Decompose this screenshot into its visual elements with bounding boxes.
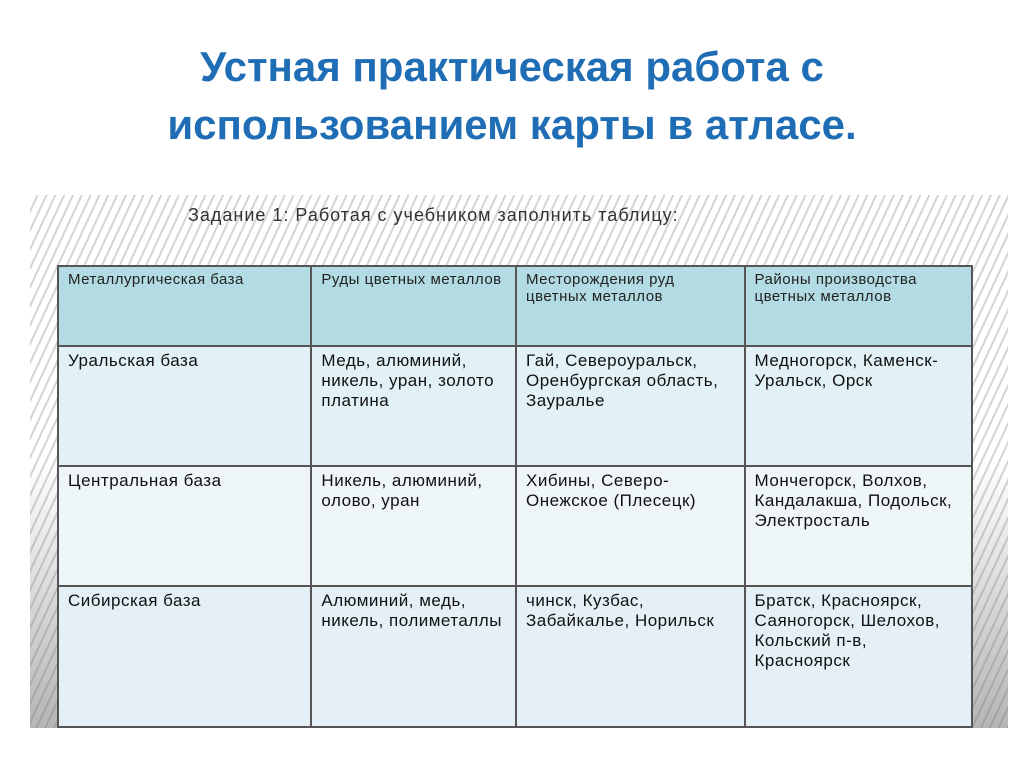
metallurgy-table <box>57 265 973 728</box>
header-base: Металлургическая база <box>58 266 311 346</box>
title-line-1: Устная практическая работа с <box>200 43 824 90</box>
header-deposits: Месторождения руд цветных металлов <box>516 266 745 346</box>
header-regions: Районы производства цветных металлов <box>745 266 972 346</box>
task-text: Задание 1: Работая с учебником заполнить таблицу: <box>188 205 679 225</box>
table-cell: Сибирская база <box>58 586 311 727</box>
title-line-2: использованием карты в атласе. <box>167 101 857 148</box>
table-row <box>58 586 972 727</box>
table-cell: Центральная база <box>58 466 311 586</box>
table-cell: Медногорск, Каменск-Уральск, Орск <box>745 346 972 466</box>
table-image <box>30 195 1008 728</box>
table-cell: Гай, Североуральск, Оренбургская область, Зауралье <box>516 346 745 466</box>
table-row <box>58 466 972 586</box>
table-cell: Медь, алюминий, никель, уран, золото платина <box>311 346 516 466</box>
table-cell: Уральская база <box>58 346 311 466</box>
table-cell: Никель, алюминий, олово, уран <box>311 466 516 586</box>
table-row <box>58 346 972 466</box>
header-ores: Руды цветных металлов <box>311 266 516 346</box>
table-cell: Братск, Красноярск, Саяногорск, Шелохов, Кольский п-в, Красноярск <box>745 586 972 727</box>
slide-title <box>0 38 1024 154</box>
table-cell: Алюминий, медь, никель, полиметаллы <box>311 586 516 727</box>
table-cell: чинск, Кузбас, Забайкалье, Норильск <box>516 586 745 727</box>
table-cell: Хибины, Северо-Онежское (Плесецк) <box>516 466 745 586</box>
table-cell: Мончегорск, Волхов, Кандалакша, Подольск, Электросталь <box>745 466 972 586</box>
table-header-row <box>58 266 972 346</box>
